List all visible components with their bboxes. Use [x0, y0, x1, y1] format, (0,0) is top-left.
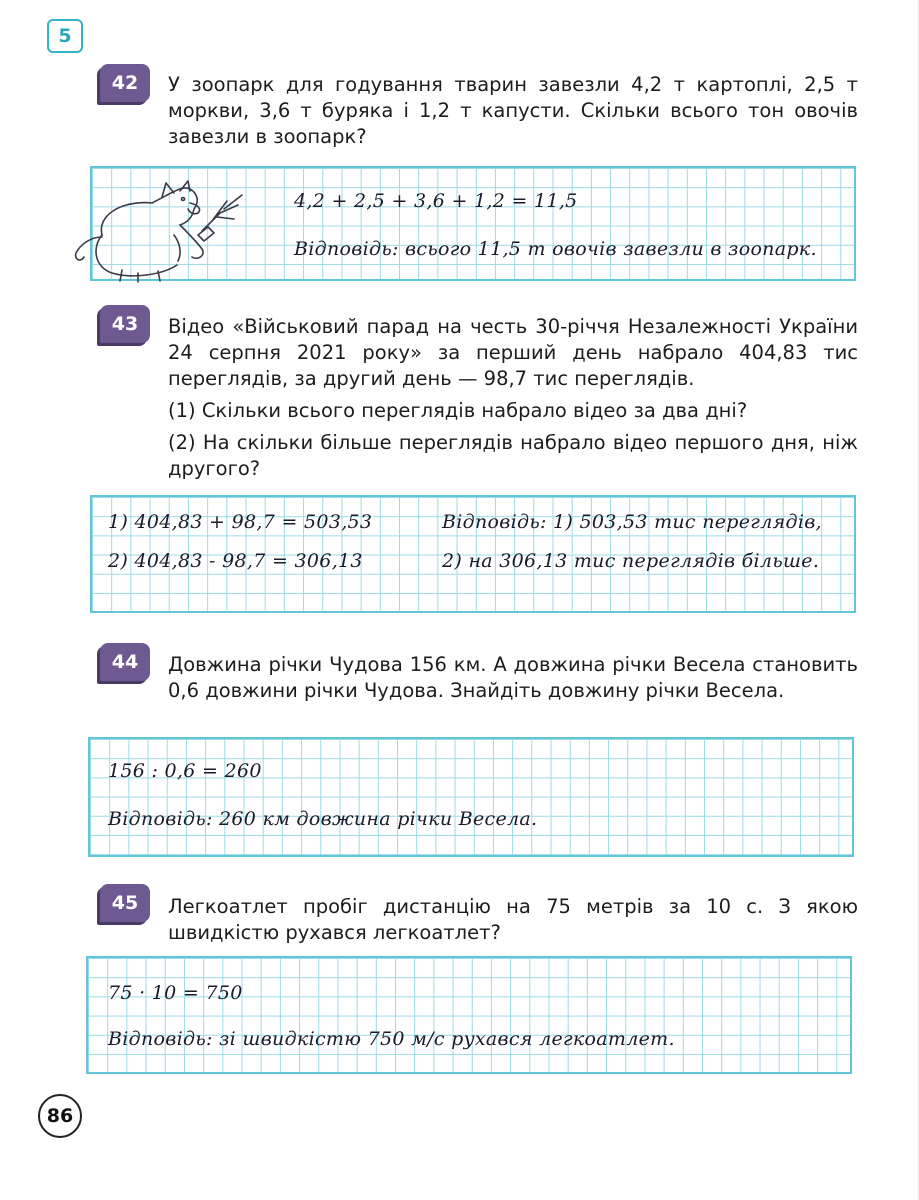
task-statement: У зоопарк для годування тварин завезли 4,2 т картоплі, 2,5 т моркви, 3,6 т буряка і 1,2 т капусти. Скільки всього тон овочів завезли в зоопарк? — [168, 73, 858, 148]
task-number-badge: 42 — [100, 64, 150, 102]
question-1: (1) Скільки всього переглядів набрало відео за два дні? — [168, 399, 748, 422]
pig-illustration-icon — [62, 175, 252, 283]
task-statement: Легкоатлет пробіг дистанцію на 75 метрів за 10 с. З якою швидкістю рухався легкоатлет? — [168, 895, 858, 944]
task-text — [168, 72, 858, 150]
answer-grid — [86, 956, 852, 1074]
task-statement: Відео «Військовий парад на честь 30-річчя Незалежності України 24 серпня 2021 року» за перший день набрало 404,83 тис переглядів, за другий день — 98,7 тис переглядів. — [168, 315, 858, 390]
task-number-badge: 43 — [100, 305, 150, 343]
task-text — [168, 314, 858, 482]
answer-line: 75 · 10 = 750 — [108, 982, 243, 1004]
answer-line: Відповідь: зі швидкістю 750 м/с рухався легкоатлет. — [108, 1028, 675, 1050]
task-text — [168, 652, 858, 704]
answer-line: 1) 404,83 + 98,7 = 503,53 — [108, 511, 373, 533]
task-number-badge: 45 — [100, 884, 150, 922]
question-2: (2) На скільки більше переглядів набрало відео першого дня, ніж другого? — [168, 431, 858, 480]
chapter-badge: 5 — [47, 19, 83, 53]
answer-line: 156 : 0,6 = 260 — [108, 760, 262, 782]
page-number: 86 — [38, 1094, 82, 1138]
answer-line: Відповідь: всього 11,5 т овочів завезли в зоопарк. — [294, 238, 817, 260]
answer-line: 2) 404,83 - 98,7 = 306,13 — [108, 550, 363, 572]
answer-line: Відповідь: 1) 503,53 тис переглядів, — [442, 511, 822, 533]
answer-grid — [88, 737, 854, 857]
answer-line: 4,2 + 2,5 + 3,6 + 1,2 = 11,5 — [294, 190, 578, 212]
answer-line: 2) на 306,13 тис переглядів більше. — [442, 550, 820, 572]
task-number-badge: 44 — [100, 643, 150, 681]
task-statement: Довжина річки Чудова 156 км. А довжина річки Весела становить 0,6 довжини річки Чудова. Знайдіть довжину річки Весела. — [168, 653, 858, 702]
answer-line: Відповідь: 260 км довжина річки Весела. — [108, 808, 538, 830]
task-text — [168, 894, 858, 946]
